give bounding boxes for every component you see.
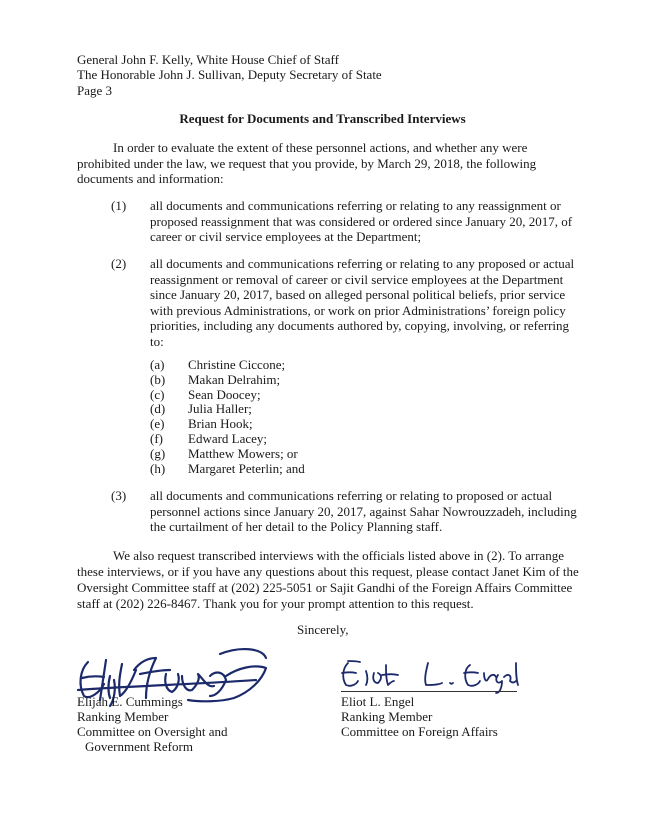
closing-line: staff at (202) 226-8467. Thank you for your prompt attention to this request. <box>77 596 474 611</box>
list-letter: (b) <box>150 371 166 387</box>
request-line: all documents and communications referring or relating to proposed or actual <box>150 488 553 503</box>
signature-line <box>341 691 517 692</box>
signature-engel <box>338 655 523 695</box>
request-line: with previous Administrations, or work on prior Administrations’ foreign policy <box>150 302 566 318</box>
list-name: Julia Haller; <box>188 401 252 417</box>
letter-header <box>77 52 382 98</box>
request-text <box>150 256 574 350</box>
section-title: Request for Documents and Transcribed Interviews <box>179 111 466 126</box>
list-letter: (g) <box>150 445 166 461</box>
request-line: since January 20, 2017, based on alleged personal political beliefs, prior service <box>150 287 566 303</box>
signatory-engel <box>341 694 498 739</box>
request-text <box>150 488 577 535</box>
signatory-name: Eliot L. Engel <box>341 694 415 709</box>
request-text <box>150 198 572 245</box>
signatory-committee: Government Reform <box>85 739 193 754</box>
list-name: Brian Hook; <box>188 416 253 432</box>
request-line: all documents and communications referring or relating to any reassignment or <box>150 198 561 213</box>
list-letter: (a) <box>150 357 165 372</box>
signatory-role: Ranking Member <box>341 709 433 724</box>
list-letter: (f) <box>150 430 163 446</box>
request-line: the curtailment of her detail to the Policy Planning staff. <box>150 519 443 535</box>
intro-paragraph <box>77 140 536 187</box>
request-line: all documents and communications referring or relating to any proposed or actual <box>150 256 575 271</box>
signatory-committee: Committee on Foreign Affairs <box>341 724 498 739</box>
list-name: Edward Lacey; <box>188 430 268 446</box>
signatory-cummings <box>77 694 228 754</box>
request-line: proposed reassignment that was considered or ordered since January 20, 2017, of <box>150 213 573 229</box>
list-letter: (e) <box>150 416 165 432</box>
signatory-name: Elijah E. Cummings <box>77 694 183 709</box>
request-line: to: <box>150 333 164 349</box>
list-letter: (c) <box>150 386 165 402</box>
intro-line: prohibited under the law, we request that you provide, by March 29, 2018, the following <box>77 155 537 171</box>
header-recipient-1: General John F. Kelly, White House Chief of Staff <box>77 52 339 67</box>
signatory-committee: Committee on Oversight and <box>77 724 228 739</box>
request-number: (2) <box>111 256 127 271</box>
list-letter: (d) <box>150 401 166 417</box>
closing-paragraph <box>77 548 579 612</box>
request-line: priorities, including any documents authored by, copying, involving, or referring <box>150 318 570 334</box>
list-name: Matthew Mowers; or <box>188 445 298 461</box>
signatory-role: Ranking Member <box>77 709 169 724</box>
closing-line: Oversight Committee staff at (202) 225-5051 or Sajit Gandhi of the Foreign Affairs Committee <box>77 580 573 595</box>
closing-line: We also request transcribed interviews with the officials listed above in (2). To arrange <box>113 548 564 563</box>
request-line: personnel actions since January 20, 2017, against Sahar Nowrouzzadeh, including <box>150 503 577 519</box>
list-name: Sean Doocey; <box>188 386 261 402</box>
list-name: Makan Delrahim; <box>188 371 281 387</box>
header-page-number: Page 3 <box>77 82 113 98</box>
intro-line: documents and information: <box>77 171 224 187</box>
request-line: career or civil service employees at the Department; <box>150 229 422 245</box>
intro-line: In order to evaluate the extent of these personnel actions, and whether any were <box>113 140 528 155</box>
list-letter: (h) <box>150 460 166 476</box>
header-recipient-2: The Honorable John J. Sullivan, Deputy Secretary of State <box>77 67 382 83</box>
sign-off: Sincerely, <box>297 622 349 637</box>
closing-line: these interviews, or if you have any questions about this request, please contact Janet Kim of the <box>77 564 579 579</box>
request-line: reassignment or removal of career or civil service employees at the Department <box>150 271 564 287</box>
list-name: Margaret Peterlin; and <box>188 460 305 476</box>
request-number: (1) <box>111 198 127 213</box>
request-number: (3) <box>111 488 127 503</box>
list-name: Christine Ciccone; <box>188 357 286 372</box>
